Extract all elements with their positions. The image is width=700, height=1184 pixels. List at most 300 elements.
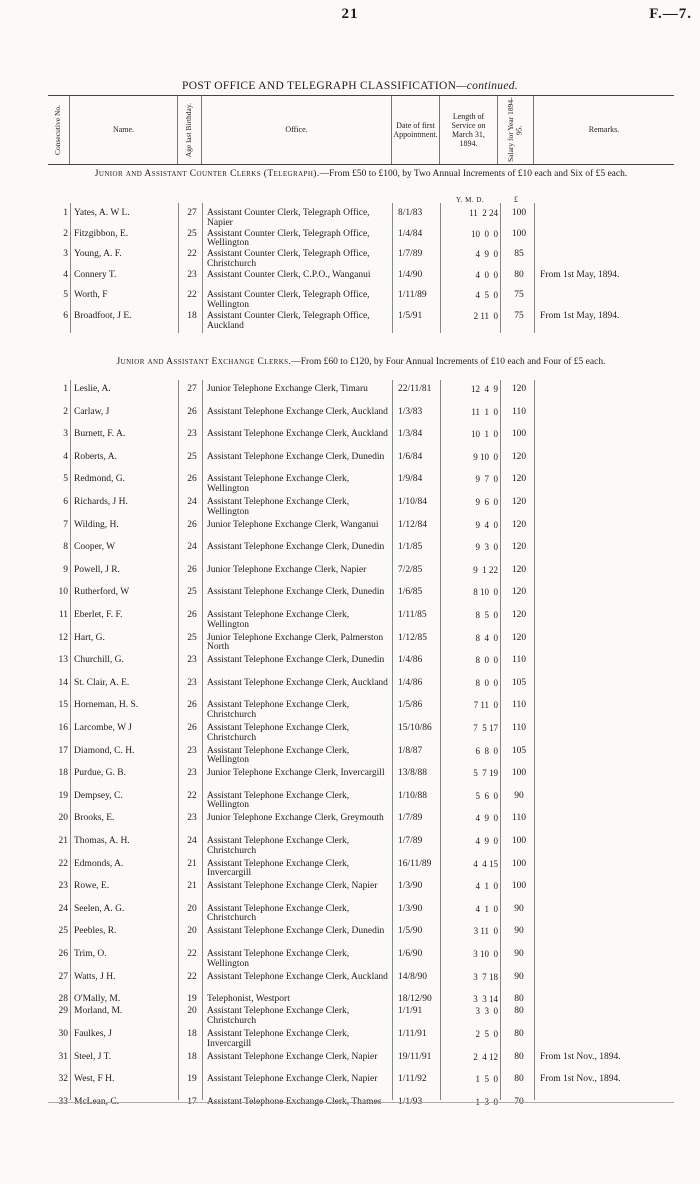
row-length-of-service: 3 3 0	[475, 1006, 498, 1017]
row-number: 18	[58, 768, 68, 779]
rule-date-section2	[440, 380, 441, 1100]
col-header-age: Age last Birthday.	[178, 96, 202, 164]
row-length-of-service: 4 0 0	[475, 269, 498, 280]
row-age: 27	[187, 384, 197, 394]
row-name: Rowe, E.	[74, 881, 110, 892]
row-office: Telephonist, Westport	[207, 994, 290, 1005]
row-appointment-date: 1/6/84	[398, 451, 423, 462]
row-length-of-service: 9 1 22	[473, 564, 498, 575]
row-salary: 120	[511, 632, 527, 643]
row-appointment-date: 13/8/88	[398, 768, 428, 779]
row-office: Assistant Telephone Exchange Clerk, Napier	[207, 1074, 378, 1085]
rule-no-section1	[70, 203, 71, 333]
row-salary: 75	[514, 290, 524, 301]
row-salary: 105	[511, 677, 527, 688]
row-salary: 90	[514, 971, 524, 982]
row-salary: 85	[514, 249, 524, 260]
col-header-no: Consecutive No.	[48, 96, 70, 164]
row-appointment-date: 1/12/84	[398, 519, 428, 530]
row-appointment-date: 1/3/90	[398, 881, 423, 892]
row-length-of-service: 10 1 0	[471, 429, 498, 440]
row-number: 23	[58, 881, 68, 892]
row-appointment-date: 1/7/89	[398, 836, 423, 846]
row-office: Assistant Telephone Exchange Clerk, Dunedin	[207, 587, 385, 598]
row-salary: 100	[511, 429, 527, 440]
row-remarks: From 1st Nov., 1894.	[540, 1074, 621, 1085]
row-length-of-service: 1 3 0	[475, 1097, 498, 1108]
col-header-length: Length of Service on March 31, 1894.	[440, 96, 498, 164]
col-header-office: Office.	[202, 96, 392, 164]
row-office: Assistant Telephone Exchange Clerk, Christchurch	[207, 1006, 350, 1026]
length-units-label: Y. M. D.	[456, 196, 485, 204]
row-length-of-service: 4 4 15	[473, 858, 498, 869]
row-office: Assistant Counter Clerk, Telegraph Office, Wellington	[207, 290, 370, 310]
row-number: 12	[58, 632, 68, 643]
row-length-of-service: 2 5 0	[475, 1029, 498, 1040]
rule-name-section2	[178, 380, 179, 1100]
row-salary: 120	[511, 542, 527, 553]
row-length-of-service: 4 1 0	[475, 903, 498, 914]
row-salary: 100	[511, 858, 527, 869]
row-office: Assistant Counter Clerk, Telegraph Office, Auckland	[207, 311, 370, 331]
row-appointment-date: 1/10/84	[398, 497, 428, 507]
col-header-remarks: Remarks.	[588, 125, 620, 135]
row-office: Assistant Telephone Exchange Clerk, Dunedin	[207, 451, 385, 462]
row-age: 21	[187, 858, 197, 869]
row-number: 3	[63, 249, 68, 260]
row-office: Junior Telephone Exchange Clerk, Wanganui	[207, 519, 379, 530]
row-office: Assistant Telephone Exchange Clerk, Auckland	[207, 971, 388, 982]
row-name: Eberlet, F. F.	[74, 610, 123, 620]
row-age: 23	[187, 768, 197, 779]
row-number: 11	[58, 610, 68, 620]
row-age: 23	[187, 429, 197, 440]
row-number: 5	[63, 474, 68, 485]
row-salary: 80	[514, 1051, 524, 1062]
row-office: Assistant Telephone Exchange Clerk, Christchurch	[207, 700, 350, 720]
row-age: 26	[187, 723, 197, 733]
row-age: 23	[187, 655, 197, 666]
title-suffix: —continued.	[456, 80, 518, 92]
row-number: 33	[58, 1097, 68, 1108]
row-number: 25	[58, 926, 68, 937]
rule-age-section2	[202, 380, 203, 1100]
row-office: Junior Telephone Exchange Clerk, Palmerston North	[207, 632, 384, 653]
row-name: Rutherford, W	[74, 587, 130, 598]
row-name: Faulkes, J	[74, 1029, 112, 1040]
title-main: POST OFFICE AND TELEGRAPH CLASSIFICATION	[182, 80, 457, 92]
row-length-of-service: 9 7 0	[475, 474, 498, 485]
row-appointment-date: 1/5/86	[398, 700, 423, 711]
row-office: Assistant Telephone Exchange Clerk, Dunedin	[207, 926, 385, 937]
row-age: 23	[187, 269, 197, 280]
row-length-of-service: 3 3 14	[473, 994, 498, 1005]
row-office: Assistant Telephone Exchange Clerk, Wellington	[207, 474, 350, 494]
row-number: 29	[58, 1006, 68, 1017]
row-salary: 80	[514, 1029, 524, 1040]
row-name: Edmonds, A.	[74, 858, 124, 869]
row-office: Assistant Telephone Exchange Clerk, Napier	[207, 881, 378, 892]
row-name: Steel, J T.	[74, 1051, 112, 1062]
row-length-of-service: 5 7 19	[473, 768, 498, 779]
rule-office-section1	[392, 203, 393, 333]
row-length-of-service: 4 1 0	[475, 881, 498, 892]
row-length-of-service: 4 5 0	[475, 290, 498, 301]
row-salary: 110	[512, 723, 526, 733]
page-number: 21	[341, 6, 359, 22]
row-office: Assistant Telephone Exchange Clerk, Auckland	[207, 429, 388, 440]
row-office: Junior Telephone Exchange Clerk, Timaru	[207, 384, 368, 394]
row-salary: 120	[511, 497, 527, 507]
row-office: Assistant Telephone Exchange Clerk, Wellington	[207, 949, 350, 969]
row-number: 22	[58, 858, 68, 869]
rule-office-section2	[392, 380, 393, 1100]
row-name: Trim, O.	[74, 949, 107, 959]
row-salary: 100	[511, 208, 527, 218]
row-number: 16	[58, 723, 68, 733]
section-heading-exchange-clerks: Junior and Assistant Exchange Clerks.—From £60 to £120, by Four Annual Increments of £10 each and Four of £5 each.	[116, 357, 606, 367]
row-number: 6	[63, 311, 68, 321]
row-name: Richards, J H.	[74, 497, 128, 507]
row-age: 17	[187, 1097, 197, 1108]
row-age: 18	[187, 311, 197, 321]
row-age: 26	[187, 610, 197, 620]
row-age: 18	[187, 1051, 197, 1062]
row-length-of-service: 4 9 0	[475, 249, 498, 260]
row-office: Assistant Telephone Exchange Clerk, Thames	[207, 1097, 382, 1108]
row-office: Assistant Telephone Exchange Clerk, Invercargill	[207, 858, 350, 879]
row-length-of-service: 4 9 0	[475, 813, 498, 824]
row-appointment-date: 8/1/83	[398, 208, 423, 218]
row-age: 25	[187, 587, 197, 598]
row-office: Junior Telephone Exchange Clerk, Greymouth	[207, 813, 384, 824]
row-length-of-service: 7 5 17	[473, 723, 498, 733]
row-appointment-date: 18/12/90	[398, 994, 432, 1005]
row-age: 20	[187, 1006, 197, 1017]
row-age: 18	[187, 1029, 197, 1040]
row-salary: 120	[511, 474, 527, 485]
row-salary: 120	[511, 587, 527, 598]
rule-date-section1	[440, 203, 441, 333]
row-name: Dempsey, C.	[74, 790, 123, 801]
row-salary: 120	[511, 384, 527, 394]
row-appointment-date: 1/3/84	[398, 429, 423, 440]
row-name: Purdue, G. B.	[74, 768, 126, 779]
row-office: Assistant Telephone Exchange Clerk, Invercargill	[207, 1029, 350, 1049]
row-appointment-date: 7/2/85	[398, 564, 423, 575]
row-length-of-service: 9 4 0	[475, 519, 498, 530]
row-age: 26	[187, 700, 197, 711]
row-length-of-service: 11 2 24	[469, 208, 498, 218]
rule-length-section2	[500, 380, 501, 1100]
row-salary: 110	[512, 655, 526, 666]
row-length-of-service: 1 5 0	[475, 1074, 498, 1085]
row-name: Yates, A. W L.	[74, 208, 130, 218]
row-salary: 80	[514, 269, 524, 280]
row-office: Junior Telephone Exchange Clerk, Napier	[207, 564, 367, 575]
row-number: 32	[58, 1074, 68, 1085]
row-age: 26	[187, 564, 197, 575]
row-name: Young, A. F.	[74, 249, 122, 260]
row-appointment-date: 1/1/85	[398, 542, 423, 553]
row-name: Powell, J R.	[74, 564, 120, 575]
row-appointment-date: 1/4/84	[398, 228, 423, 239]
row-salary: 120	[511, 564, 527, 575]
row-name: Brooks, E.	[74, 813, 115, 824]
row-name: Watts, J H.	[74, 971, 116, 982]
row-salary: 120	[511, 610, 527, 620]
row-length-of-service: 8 10 0	[473, 587, 498, 598]
row-length-of-service: 3 7 18	[473, 971, 498, 982]
row-name: Connery T.	[74, 269, 117, 280]
row-office: Assistant Counter Clerk, C.P.O., Wanganui	[207, 269, 371, 280]
row-appointment-date: 1/11/91	[398, 1029, 427, 1040]
col-header-date: Date of first Appointment.	[392, 96, 440, 164]
row-length-of-service: 6 8 0	[475, 745, 498, 756]
row-number: 15	[58, 700, 68, 711]
row-length-of-service: 3 10 0	[473, 949, 498, 959]
row-age: 20	[187, 926, 197, 937]
row-length-of-service: 3 11 0	[473, 926, 498, 937]
row-number: 13	[58, 655, 68, 666]
row-age: 25	[187, 451, 197, 462]
row-appointment-date: 1/8/87	[398, 745, 423, 756]
row-name: Horneman, H. S.	[74, 700, 139, 711]
row-salary: 100	[511, 228, 527, 239]
row-remarks: From 1st May, 1894.	[540, 269, 620, 280]
row-name: Peebles, R.	[74, 926, 117, 937]
row-length-of-service: 8 5 0	[475, 610, 498, 620]
row-number: 3	[63, 429, 68, 440]
col-header-name: Name.	[70, 96, 178, 164]
row-number: 1	[63, 208, 68, 218]
row-name: Leslie, A.	[74, 384, 111, 394]
row-length-of-service: 9 6 0	[475, 497, 498, 507]
row-appointment-date: 1/5/90	[398, 926, 423, 937]
row-name: McLean, C.	[74, 1097, 120, 1108]
row-appointment-date: 1/12/85	[398, 632, 428, 643]
row-appointment-date: 1/6/90	[398, 949, 423, 959]
row-age: 20	[187, 903, 197, 914]
row-salary: 105	[511, 745, 527, 756]
row-salary: 70	[514, 1097, 524, 1108]
row-name: Diamond, C. H.	[74, 745, 135, 756]
row-office: Assistant Telephone Exchange Clerk, Wellington	[207, 745, 350, 766]
table-header	[48, 95, 674, 165]
row-number: 8	[63, 542, 68, 553]
row-appointment-date: 1/5/91	[398, 311, 423, 321]
row-appointment-date: 16/11/89	[398, 858, 432, 869]
row-name: Wilding, H.	[74, 519, 119, 530]
row-name: Cooper, W	[74, 542, 116, 553]
row-appointment-date: 1/7/89	[398, 813, 423, 824]
row-salary: 90	[514, 949, 524, 959]
row-number: 28	[58, 994, 68, 1005]
row-appointment-date: 1/4/90	[398, 269, 423, 280]
row-number: 2	[63, 228, 68, 239]
rule-name-section1	[178, 203, 179, 333]
row-age: 19	[187, 1074, 197, 1085]
row-office: Assistant Counter Clerk, Telegraph Office, Christchurch	[207, 249, 370, 269]
row-office: Assistant Telephone Exchange Clerk, Christchurch	[207, 723, 350, 743]
row-office: Junior Telephone Exchange Clerk, Invercargill	[207, 768, 385, 779]
row-appointment-date: 22/11/81	[398, 384, 432, 394]
row-number: 7	[63, 519, 68, 530]
row-name: Morland, M.	[74, 1006, 123, 1017]
row-name: O'Mally, M.	[74, 994, 121, 1005]
row-name: Thomas, A. H.	[74, 836, 130, 846]
row-number: 4	[63, 269, 68, 280]
row-age: 22	[187, 971, 197, 982]
row-appointment-date: 1/1/91	[398, 1006, 423, 1017]
row-number: 1	[63, 384, 68, 394]
row-number: 10	[58, 587, 68, 598]
salary-unit-label: £	[514, 195, 518, 204]
row-salary: 110	[512, 700, 526, 711]
row-salary: 110	[512, 406, 526, 417]
row-appointment-date: 1/11/89	[398, 290, 427, 301]
row-name: West, F H.	[74, 1074, 115, 1085]
row-office: Assistant Counter Clerk, Telegraph Office, Napier	[207, 208, 370, 228]
table-row	[0, 1096, 700, 1122]
row-number: 9	[63, 564, 68, 575]
row-age: 24	[187, 836, 197, 846]
rule-no-section2	[70, 380, 71, 1100]
rule-salary-section2	[534, 380, 535, 1100]
row-name: Carlaw, J	[74, 406, 110, 417]
rule-length-section1	[500, 203, 501, 333]
row-appointment-date: 1/4/86	[398, 655, 423, 666]
row-number: 4	[63, 451, 68, 462]
row-number: 31	[58, 1051, 68, 1062]
row-age: 22	[187, 790, 197, 801]
rule-salary-section1	[534, 203, 535, 333]
table-row	[0, 310, 700, 336]
row-length-of-service: 10 0 0	[471, 228, 498, 239]
row-appointment-date: 1/3/83	[398, 406, 423, 417]
bottom-rule	[48, 1102, 674, 1103]
row-age: 24	[187, 497, 197, 507]
row-appointment-date: 15/10/86	[398, 723, 432, 733]
row-age: 23	[187, 745, 197, 756]
row-age: 27	[187, 208, 197, 218]
row-length-of-service: 4 9 0	[475, 836, 498, 846]
row-office: Assistant Telephone Exchange Clerk, Dunedin	[207, 542, 385, 553]
row-salary: 90	[514, 903, 524, 914]
col-header-salary: Salary for Year 1894-95.	[498, 96, 534, 164]
row-name: Redmond, G.	[74, 474, 125, 485]
row-length-of-service: 5 6 0	[475, 790, 498, 801]
row-length-of-service: 8 4 0	[475, 632, 498, 643]
row-number: 14	[58, 677, 68, 688]
row-age: 24	[187, 542, 197, 553]
row-age: 21	[187, 881, 197, 892]
row-age: 25	[187, 228, 197, 239]
row-length-of-service: 7 11 0	[473, 700, 498, 711]
row-name: Larcombe, W J	[74, 723, 132, 733]
row-age: 26	[187, 519, 197, 530]
row-salary: 80	[514, 994, 524, 1005]
row-age: 25	[187, 632, 197, 643]
row-length-of-service: 8 0 0	[475, 677, 498, 688]
row-length-of-service: 8 0 0	[475, 655, 498, 666]
row-number: 26	[58, 949, 68, 959]
row-salary: 100	[511, 768, 527, 779]
row-age: 22	[187, 290, 197, 301]
row-appointment-date: 1/10/88	[398, 790, 428, 801]
row-length-of-service: 12 4 9	[471, 384, 498, 394]
row-office: Assistant Telephone Exchange Clerk, Christchurch	[207, 836, 350, 856]
row-salary: 100	[511, 836, 527, 846]
row-appointment-date: 1/1/93	[398, 1097, 423, 1108]
row-number: 27	[58, 971, 68, 982]
row-name: St. Clair, A. E.	[74, 677, 130, 688]
row-name: Seelen, A. G.	[74, 903, 125, 914]
row-length-of-service: 9 3 0	[475, 542, 498, 553]
row-number: 30	[58, 1029, 68, 1040]
row-name: Roberts, A.	[74, 451, 118, 462]
row-name: Broadfoot, J E.	[74, 311, 132, 321]
row-appointment-date: 19/11/91	[398, 1051, 432, 1062]
rule-age-section1	[202, 203, 203, 333]
row-age: 23	[187, 677, 197, 688]
row-salary: 90	[514, 926, 524, 937]
row-office: Assistant Telephone Exchange Clerk, Auckland	[207, 406, 388, 417]
row-length-of-service: 11 1 0	[471, 406, 498, 417]
row-age: 26	[187, 406, 197, 417]
row-age: 22	[187, 949, 197, 959]
section-heading-counter-clerks: Junior and Assistant Counter Clerks (Telegraph).—From £50 to £100, by Two Annual Increments of £10 each and Six of £5 each.	[94, 169, 628, 179]
row-salary: 80	[514, 1074, 524, 1085]
row-number: 2	[63, 406, 68, 417]
row-length-of-service: 2 11 0	[473, 311, 498, 321]
row-length-of-service: 2 4 12	[473, 1051, 498, 1062]
row-name: Worth, F	[74, 290, 108, 301]
row-salary: 75	[514, 311, 524, 321]
row-office: Assistant Telephone Exchange Clerk, Wellington	[207, 610, 350, 630]
row-age: 22	[187, 249, 197, 260]
row-remarks: From 1st May, 1894.	[540, 311, 620, 321]
row-appointment-date: 1/6/85	[398, 587, 423, 598]
row-appointment-date: 1/3/90	[398, 903, 423, 914]
page-title	[0, 80, 700, 92]
row-office: Assistant Telephone Exchange Clerk, Napier	[207, 1051, 378, 1062]
row-name: Burnett, F. A.	[74, 429, 126, 440]
row-appointment-date: 1/4/86	[398, 677, 423, 688]
row-number: 19	[58, 790, 68, 801]
row-number: 6	[63, 497, 68, 507]
row-salary: 80	[514, 1006, 524, 1017]
row-salary: 100	[511, 881, 527, 892]
row-number: 20	[58, 813, 68, 824]
row-age: 23	[187, 813, 197, 824]
row-salary: 110	[512, 813, 526, 824]
row-age: 26	[187, 474, 197, 485]
row-number: 17	[58, 745, 68, 756]
row-appointment-date: 1/7/89	[398, 249, 423, 260]
row-age: 19	[187, 994, 197, 1005]
row-name: Churchill, G.	[74, 655, 124, 666]
row-office: Assistant Telephone Exchange Clerk, Auckland	[207, 677, 388, 688]
row-office: Assistant Telephone Exchange Clerk, Wellington	[207, 790, 350, 811]
row-remarks: From 1st Nov., 1894.	[540, 1051, 621, 1062]
row-office: Assistant Telephone Exchange Clerk, Wellington	[207, 497, 350, 517]
row-office: Assistant Telephone Exchange Clerk, Christchurch	[207, 903, 350, 924]
row-number: 24	[58, 903, 68, 914]
row-number: 5	[63, 290, 68, 301]
row-length-of-service: 9 10 0	[473, 451, 498, 462]
row-salary: 120	[511, 451, 527, 462]
